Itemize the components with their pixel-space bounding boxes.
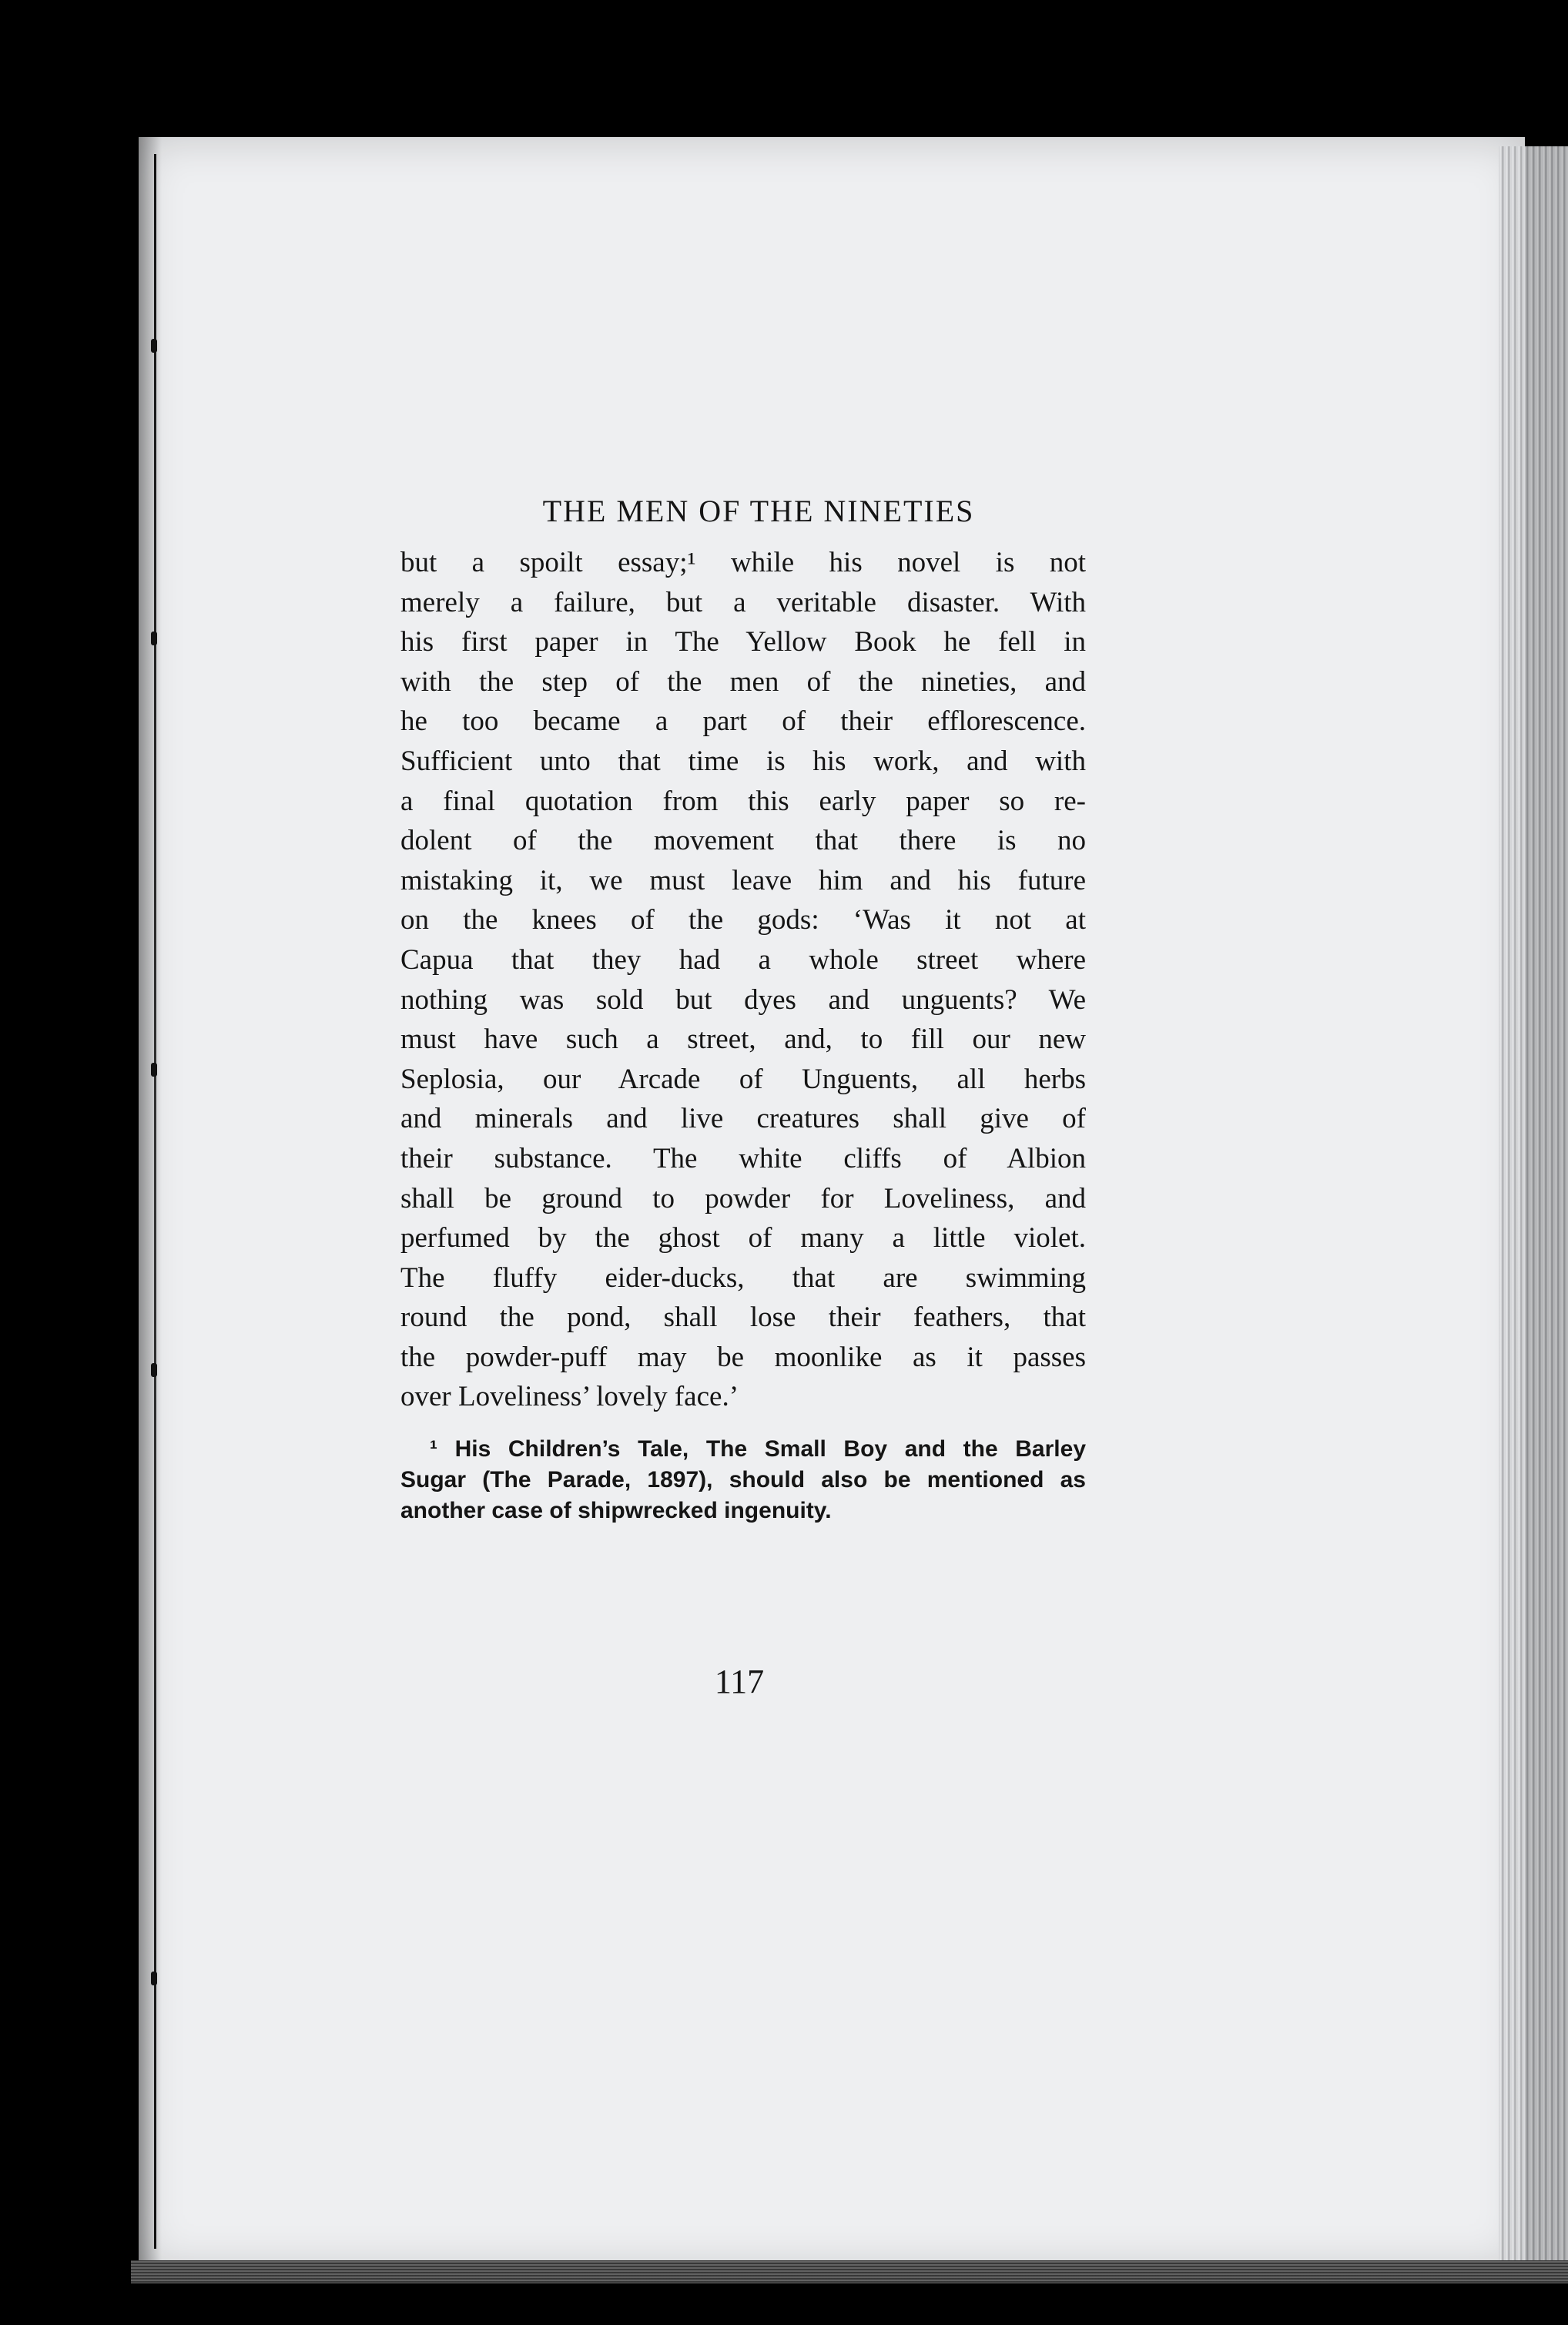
footnote-line: another case of shipwrecked ingenuity. xyxy=(400,1498,832,1524)
body-line: Seplosia, our Arcade of Unguents, all herbs xyxy=(400,1063,1086,1095)
body-line: must have such a street, and, to fill our new xyxy=(400,1023,1086,1056)
footnote xyxy=(400,1434,1086,1526)
binding-mark xyxy=(151,1063,157,1077)
page-number: 117 xyxy=(714,1663,765,1700)
body-line: merely a failure, but a veritable disaster. With xyxy=(400,586,1086,618)
body-line: perfumed by the ghost of many a little violet. xyxy=(400,1222,1086,1255)
page-edge-right xyxy=(1499,146,1568,2272)
body-line: over Loveliness’ lovely face.’ xyxy=(400,1381,739,1413)
binding-mark xyxy=(151,632,157,645)
body-line: round the pond, shall lose their feathers, that xyxy=(400,1302,1086,1334)
body-line: nothing was sold but dyes and unguents? We xyxy=(400,983,1086,1016)
footnote-line: ¹ His Children’s Tale, The Small Boy and the Barley xyxy=(430,1436,1086,1462)
binding-mark xyxy=(151,1972,157,1985)
page-edge-bottom xyxy=(131,2260,1568,2283)
body-line: on the knees of the gods: ‘Was it not at xyxy=(400,904,1086,936)
binding-mark xyxy=(151,1363,157,1377)
body-line: their substance. The white cliffs of Albion xyxy=(400,1142,1086,1174)
body-line: a final quotation from this early paper so re- xyxy=(400,785,1086,817)
body-line: mistaking it, we must leave him and his future xyxy=(400,864,1086,896)
body-line: his first paper in The Yellow Book he fell in xyxy=(400,626,1086,658)
binding-edge xyxy=(154,154,156,2249)
body-line: Sufficient unto that time is his work, and with xyxy=(400,745,1086,777)
body-line: with the step of the men of the nineties, and xyxy=(400,665,1086,698)
body-line: the powder-puff may be moonlike as it passes xyxy=(400,1341,1086,1373)
body-line: dolent of the movement that there is no xyxy=(400,825,1086,857)
binding-mark xyxy=(151,339,157,353)
body-line: he too became a part of their efflorescence. xyxy=(400,705,1086,738)
body-paragraph xyxy=(400,543,1086,1417)
body-line: and minerals and live creatures shall give of xyxy=(400,1103,1086,1135)
body-line: shall be ground to powder for Loveliness, and xyxy=(400,1182,1086,1214)
footnote-line: Sugar (The Parade, 1897), should also be mentioned as xyxy=(400,1467,1086,1493)
running-head: THE MEN OF THE NINETIES xyxy=(542,494,975,528)
page-text-block xyxy=(400,493,1086,1526)
body-line: The fluffy eider-ducks, that are swimming xyxy=(400,1261,1086,1294)
body-line: but a spoilt essay;¹ while his novel is not xyxy=(400,547,1086,578)
body-line: Capua that they had a whole street where xyxy=(400,943,1086,976)
